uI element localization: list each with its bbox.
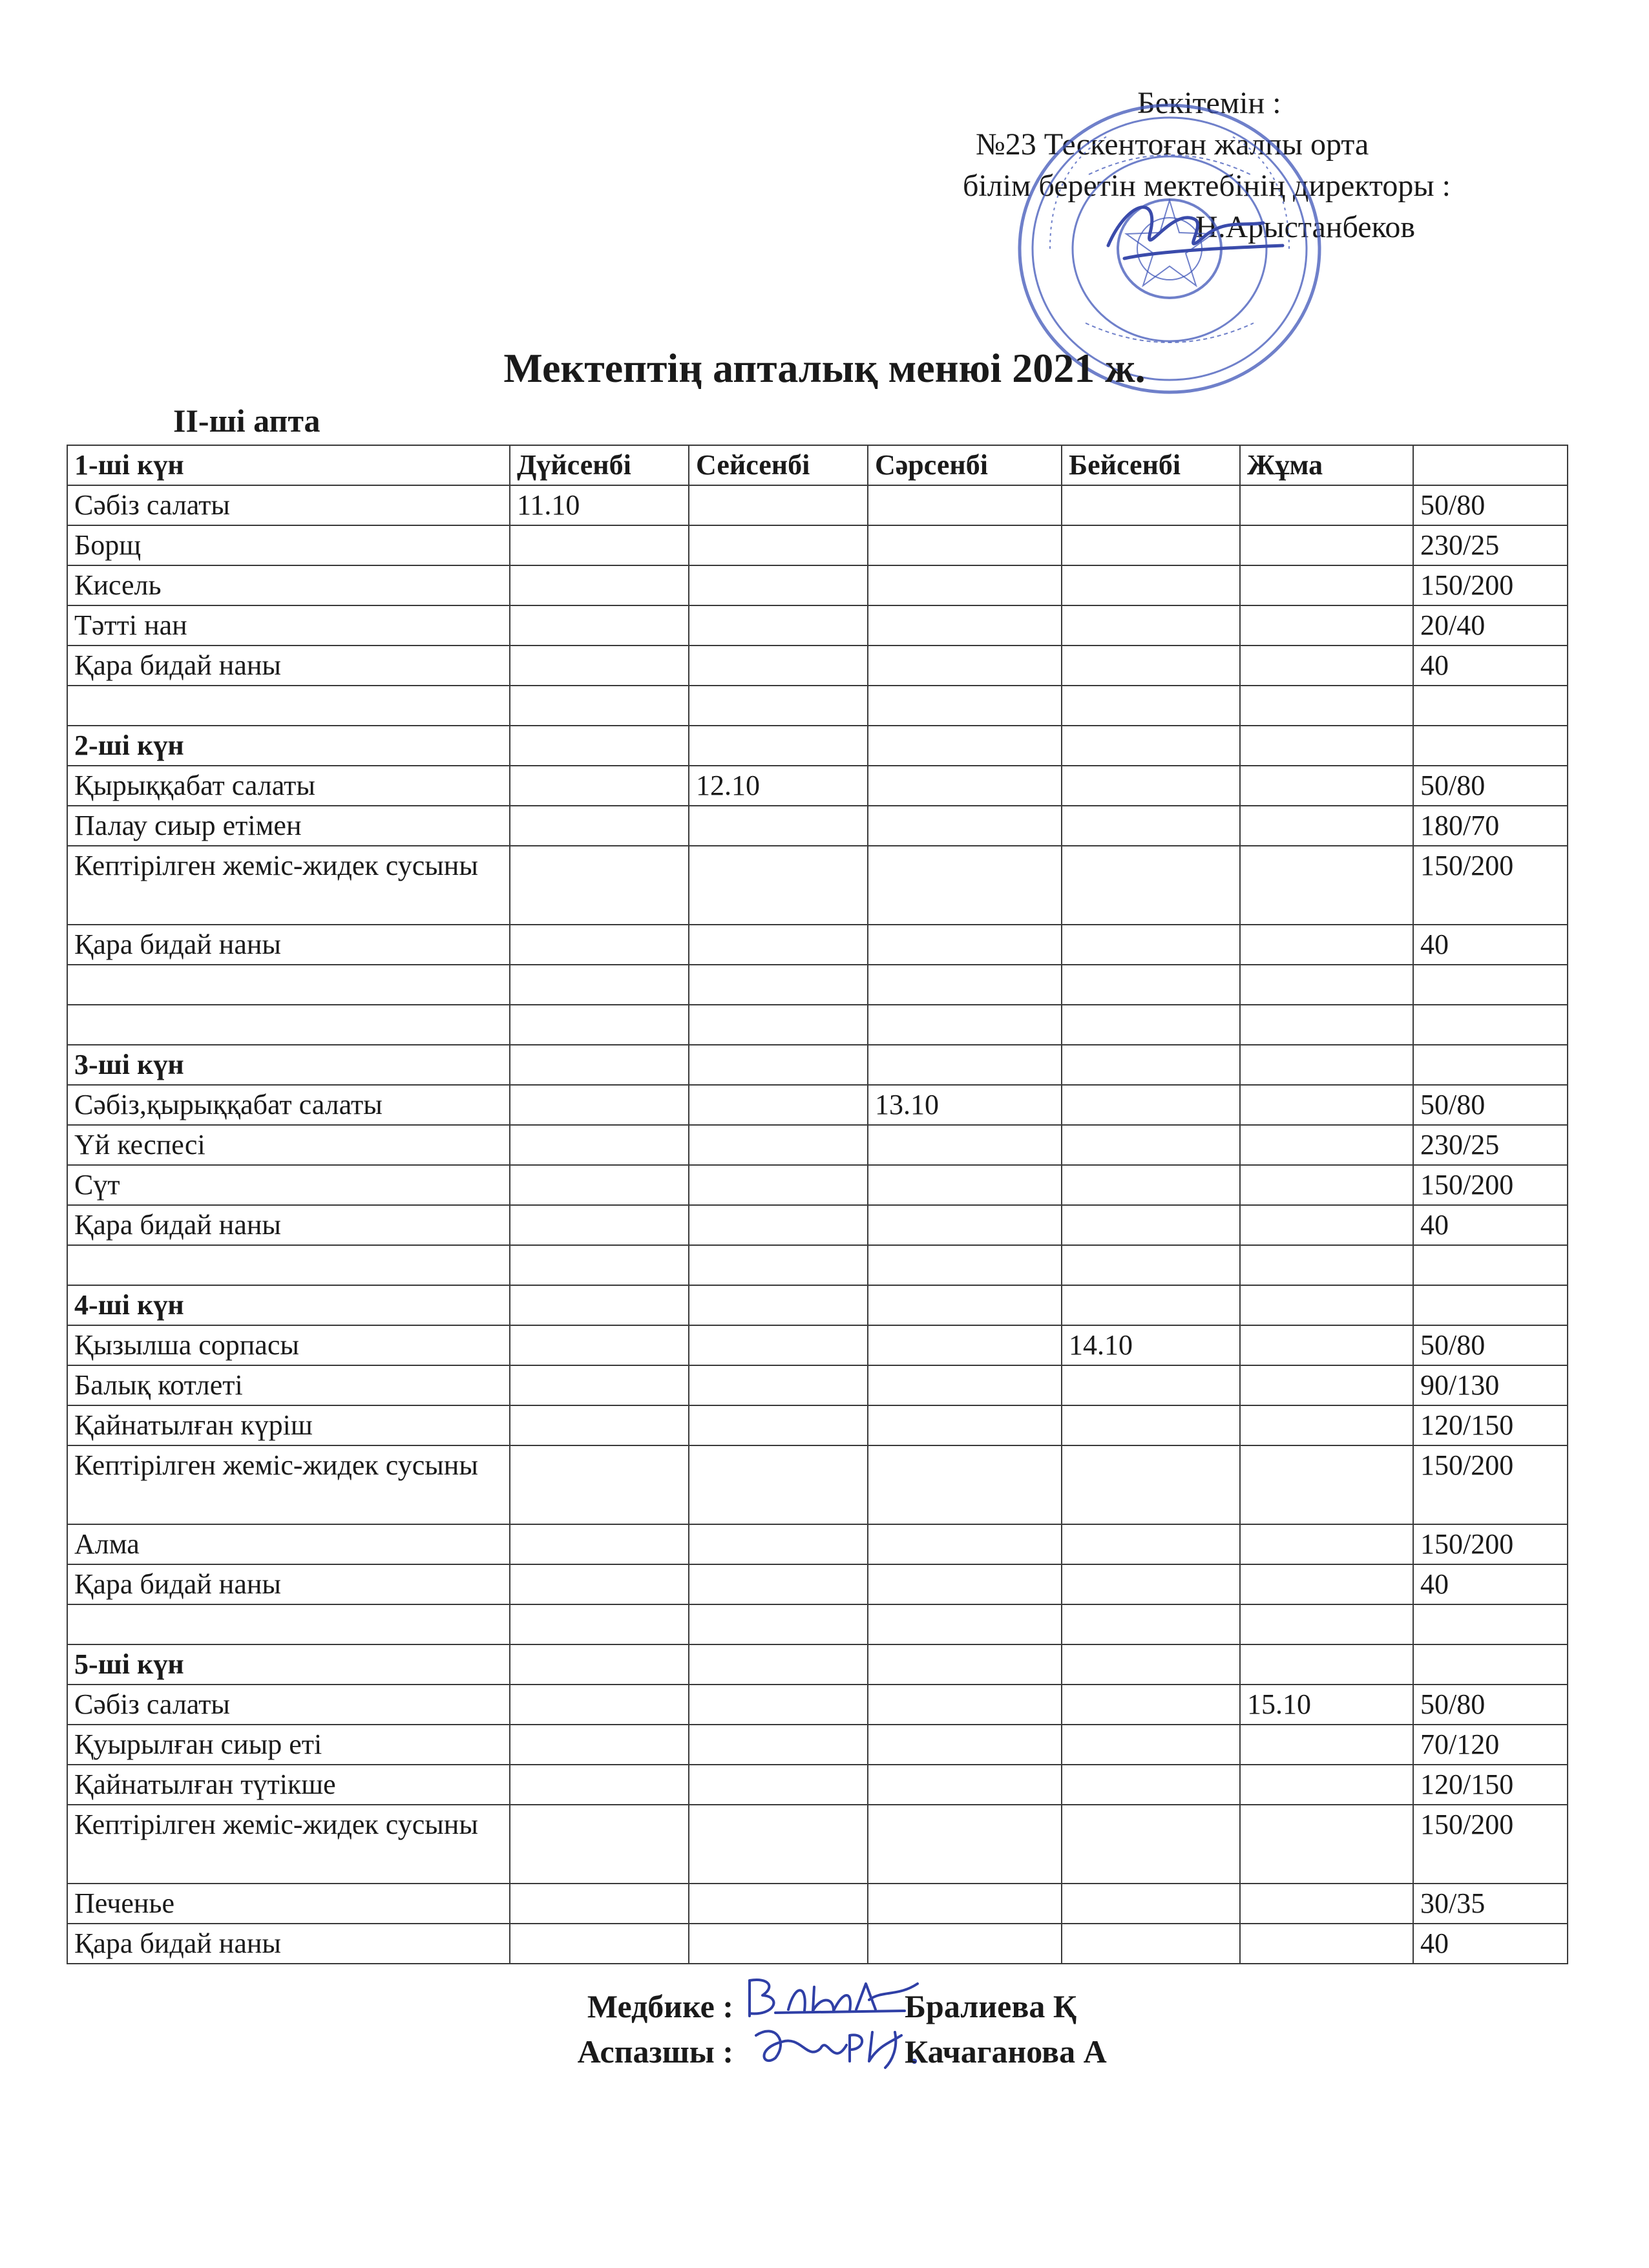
- cell-dish-name: Сәбіз салаты: [67, 1685, 510, 1725]
- cell-tuesday: [689, 925, 868, 965]
- table-row: [67, 846, 1568, 925]
- blank-row: [67, 1245, 1568, 1285]
- cell-wednesday: [868, 1765, 1062, 1805]
- cell-tuesday: [689, 646, 868, 686]
- cell-dish-name: Қара бидай наны: [67, 1564, 510, 1604]
- cell-thursday: [1062, 1205, 1240, 1245]
- cell-thursday: [1062, 1405, 1240, 1445]
- cell-monday: [510, 1805, 689, 1884]
- cell-friday: [1240, 806, 1413, 846]
- cell-monday: [510, 806, 689, 846]
- cell-wednesday: [868, 1524, 1062, 1564]
- cell-monday: [510, 1644, 689, 1685]
- header-wednesday: Сәрсенбі: [868, 445, 1062, 485]
- cell-monday: [510, 1005, 689, 1045]
- week-label: ІІ-ші апта: [173, 403, 320, 439]
- cell-tuesday: [689, 1644, 868, 1685]
- cell-thursday: [1062, 806, 1240, 846]
- cell-dish-name: Кептірілген жеміс-жидек сусыны: [67, 846, 510, 925]
- cell-portion: 50/80: [1413, 1085, 1568, 1125]
- cell-wednesday: [868, 1205, 1062, 1245]
- cell-thursday: [1062, 1564, 1240, 1604]
- cell-portion: 150/200: [1413, 1445, 1568, 1524]
- cell-thursday: [1062, 1924, 1240, 1964]
- cell-tuesday: [689, 1524, 868, 1564]
- cell-dish-name: Қара бидай наны: [67, 925, 510, 965]
- cell-wednesday: [868, 925, 1062, 965]
- table-row: [67, 1805, 1568, 1884]
- cell-monday: [510, 1524, 689, 1564]
- cell-tuesday: [689, 1604, 868, 1644]
- cell-monday: [510, 1405, 689, 1445]
- header-tuesday: Сейсенбі: [689, 445, 868, 485]
- table-row: [67, 1165, 1568, 1205]
- cell-portion: 30/35: [1413, 1884, 1568, 1924]
- cell-dish-name: Қара бидай наны: [67, 646, 510, 686]
- cell-wednesday: [868, 1005, 1062, 1045]
- cell-wednesday: [868, 1285, 1062, 1325]
- cell-wednesday: [868, 1564, 1062, 1604]
- cell-tuesday: [689, 1285, 868, 1325]
- cell-dish-name: [67, 1005, 510, 1045]
- cell-portion: [1413, 1285, 1568, 1325]
- cell-wednesday: [868, 1445, 1062, 1524]
- cell-friday: [1240, 1285, 1413, 1325]
- cell-portion: [1413, 1045, 1568, 1085]
- cell-portion: 150/200: [1413, 846, 1568, 925]
- table-row: [67, 1765, 1568, 1805]
- nurse-name: Бралиева Қ: [905, 1988, 1077, 2024]
- cell-monday: [510, 1325, 689, 1365]
- cell-monday: [510, 1365, 689, 1405]
- cell-friday: [1240, 1045, 1413, 1085]
- cell-thursday: [1062, 726, 1240, 766]
- cell-wednesday: [868, 525, 1062, 565]
- table-row: [67, 485, 1568, 525]
- cell-dish-name: Сүт: [67, 1165, 510, 1205]
- cell-wednesday: [868, 605, 1062, 646]
- cell-wednesday: [868, 1325, 1062, 1365]
- cell-wednesday: [868, 1685, 1062, 1725]
- cell-monday: [510, 1884, 689, 1924]
- cell-tuesday: [689, 1405, 868, 1445]
- cell-thursday: [1062, 646, 1240, 686]
- cell-portion: [1413, 965, 1568, 1005]
- table-row: [67, 1325, 1568, 1365]
- cell-tuesday: [689, 1924, 868, 1964]
- cell-dish-name: Печенье: [67, 1884, 510, 1924]
- cell-dish-name: [67, 1245, 510, 1285]
- cell-tuesday: [689, 1325, 868, 1365]
- cell-wednesday: [868, 1405, 1062, 1445]
- cell-tuesday: [689, 1125, 868, 1165]
- cell-dish-name: 4-ші күн: [67, 1285, 510, 1325]
- cell-monday: [510, 965, 689, 1005]
- cell-wednesday: [868, 965, 1062, 1005]
- cell-monday: [510, 1924, 689, 1964]
- cell-dish-name: Қырыққабат салаты: [67, 766, 510, 806]
- cell-portion: 50/80: [1413, 766, 1568, 806]
- table-row: [67, 1125, 1568, 1165]
- cell-monday: [510, 605, 689, 646]
- cell-dish-name: Қызылша сорпасы: [67, 1325, 510, 1365]
- blank-row: [67, 1604, 1568, 1644]
- table-row: [67, 766, 1568, 806]
- cell-thursday: [1062, 1524, 1240, 1564]
- cell-tuesday: [689, 1365, 868, 1405]
- cell-wednesday: 13.10: [868, 1085, 1062, 1125]
- cell-dish-name: [67, 965, 510, 1005]
- cell-thursday: [1062, 1085, 1240, 1125]
- cell-friday: [1240, 1564, 1413, 1604]
- cell-thursday: 14.10: [1062, 1325, 1240, 1365]
- table-row: [67, 1405, 1568, 1445]
- cell-portion: 150/200: [1413, 565, 1568, 605]
- cell-portion: 20/40: [1413, 605, 1568, 646]
- cell-wednesday: [868, 846, 1062, 925]
- cell-thursday: [1062, 1725, 1240, 1765]
- cell-tuesday: [689, 1045, 868, 1085]
- cell-thursday: [1062, 1245, 1240, 1285]
- cell-dish-name: Қуырылған сиыр еті: [67, 1725, 510, 1765]
- cell-thursday: [1062, 1445, 1240, 1524]
- cell-wednesday: [868, 1644, 1062, 1685]
- cell-tuesday: [689, 1884, 868, 1924]
- cell-tuesday: [689, 1245, 868, 1285]
- cell-portion: 70/120: [1413, 1725, 1568, 1765]
- table-row: [67, 1685, 1568, 1725]
- cell-thursday: [1062, 1805, 1240, 1884]
- cell-tuesday: [689, 525, 868, 565]
- cell-portion: 40: [1413, 1924, 1568, 1964]
- cell-friday: [1240, 1524, 1413, 1564]
- cell-tuesday: [689, 565, 868, 605]
- cell-friday: [1240, 1604, 1413, 1644]
- cell-wednesday: [868, 766, 1062, 806]
- cell-thursday: [1062, 1365, 1240, 1405]
- cell-monday: [510, 1725, 689, 1765]
- table-row: [67, 925, 1568, 965]
- cell-monday: [510, 1765, 689, 1805]
- cell-friday: [1240, 686, 1413, 726]
- table-row: [67, 605, 1568, 646]
- cell-friday: [1240, 1325, 1413, 1365]
- cell-tuesday: [689, 1805, 868, 1884]
- cell-thursday: [1062, 1644, 1240, 1685]
- cell-portion: [1413, 726, 1568, 766]
- cell-portion: 50/80: [1413, 1325, 1568, 1365]
- table-row: [67, 1085, 1568, 1125]
- cell-dish-name: Борщ: [67, 525, 510, 565]
- cell-tuesday: [689, 1165, 868, 1205]
- cell-tuesday: [689, 1205, 868, 1245]
- cell-dish-name: Қара бидай наны: [67, 1924, 510, 1964]
- table-row: [67, 1924, 1568, 1964]
- cell-monday: [510, 1604, 689, 1644]
- cell-thursday: [1062, 1884, 1240, 1924]
- header-monday: Дүйсенбі: [510, 445, 689, 485]
- cell-monday: [510, 1205, 689, 1245]
- cell-dish-name: Алма: [67, 1524, 510, 1564]
- cell-friday: [1240, 1365, 1413, 1405]
- day-heading-row: [67, 1644, 1568, 1685]
- cell-portion: [1413, 1604, 1568, 1644]
- cell-portion: 150/200: [1413, 1165, 1568, 1205]
- cell-dish-name: Балық котлеті: [67, 1365, 510, 1405]
- cell-portion: 150/200: [1413, 1805, 1568, 1884]
- table-row: [67, 1884, 1568, 1924]
- signatures-labels: [0, 1984, 733, 2074]
- cell-dish-name: Сәбіз салаты: [67, 485, 510, 525]
- cell-friday: [1240, 766, 1413, 806]
- cell-thursday: [1062, 846, 1240, 925]
- cell-portion: 50/80: [1413, 485, 1568, 525]
- cell-dish-name: [67, 686, 510, 726]
- cell-wednesday: [868, 726, 1062, 766]
- cell-friday: [1240, 965, 1413, 1005]
- cell-wednesday: [868, 1125, 1062, 1165]
- cell-monday: [510, 1245, 689, 1285]
- cell-wednesday: [868, 1165, 1062, 1205]
- cell-wednesday: [868, 1604, 1062, 1644]
- cell-monday: [510, 1445, 689, 1524]
- cell-tuesday: [689, 686, 868, 726]
- cell-friday: [1240, 605, 1413, 646]
- cell-thursday: [1062, 766, 1240, 806]
- cell-friday: [1240, 1085, 1413, 1125]
- cell-tuesday: [689, 1445, 868, 1524]
- cell-monday: [510, 686, 689, 726]
- cell-monday: [510, 525, 689, 565]
- cell-dish-name: Кептірілген жеміс-жидек сусыны: [67, 1445, 510, 1524]
- cell-friday: [1240, 1884, 1413, 1924]
- table-row: [67, 1725, 1568, 1765]
- page-title: Мектептің апталық менюі 2021 ж.: [503, 345, 1146, 391]
- cell-portion: [1413, 1644, 1568, 1685]
- table-row: [67, 1564, 1568, 1604]
- cell-portion: 40: [1413, 1564, 1568, 1604]
- blank-row: [67, 965, 1568, 1005]
- cell-tuesday: 12.10: [689, 766, 868, 806]
- cell-wednesday: [868, 1245, 1062, 1285]
- cell-monday: [510, 1045, 689, 1085]
- cell-friday: [1240, 1924, 1413, 1964]
- cell-friday: [1240, 925, 1413, 965]
- cell-portion: 90/130: [1413, 1365, 1568, 1405]
- cell-tuesday: [689, 485, 868, 525]
- cell-monday: [510, 726, 689, 766]
- cell-tuesday: [689, 1005, 868, 1045]
- header-friday: Жұма: [1240, 445, 1413, 485]
- cook-label: Аспазшы :: [577, 2033, 733, 2070]
- cell-monday: [510, 766, 689, 806]
- cell-friday: [1240, 726, 1413, 766]
- cell-tuesday: [689, 1765, 868, 1805]
- cell-wednesday: [868, 1045, 1062, 1085]
- approval-line-3: білім беретін мектебінің директоры :: [963, 169, 1451, 203]
- day-heading-row: [67, 1285, 1568, 1325]
- cell-wednesday: [868, 1924, 1062, 1964]
- cell-thursday: [1062, 525, 1240, 565]
- cell-dish-name: Сәбіз,қырыққабат салаты: [67, 1085, 510, 1125]
- cell-portion: 120/150: [1413, 1405, 1568, 1445]
- cell-dish-name: 2-ші күн: [67, 726, 510, 766]
- cell-thursday: [1062, 1005, 1240, 1045]
- cell-portion: [1413, 1005, 1568, 1045]
- cell-dish-name: Тәтті нан: [67, 605, 510, 646]
- cell-tuesday: [689, 806, 868, 846]
- cell-tuesday: [689, 846, 868, 925]
- cell-dish-name: [67, 1604, 510, 1644]
- cell-tuesday: [689, 1685, 868, 1725]
- cell-tuesday: [689, 965, 868, 1005]
- table-row: [67, 646, 1568, 686]
- cell-monday: [510, 1564, 689, 1604]
- cell-monday: [510, 1085, 689, 1125]
- cell-portion: 120/150: [1413, 1765, 1568, 1805]
- header-day-label: 1-ші күн: [67, 445, 510, 485]
- table-header-row: [67, 445, 1568, 485]
- cell-wednesday: [868, 1365, 1062, 1405]
- cell-dish-name: Кептірілген жеміс-жидек сусыны: [67, 1805, 510, 1884]
- blank-row: [67, 686, 1568, 726]
- cell-monday: [510, 1125, 689, 1165]
- cell-portion: [1413, 686, 1568, 726]
- approval-line-4: Н.Арыстанбеков: [1195, 210, 1416, 244]
- cell-tuesday: [689, 726, 868, 766]
- cell-monday: [510, 565, 689, 605]
- cell-dish-name: Кисель: [67, 565, 510, 605]
- day-heading-row: [67, 726, 1568, 766]
- approval-line-1: Бекітемін :: [1137, 86, 1281, 120]
- cell-portion: 50/80: [1413, 1685, 1568, 1725]
- cell-tuesday: [689, 1085, 868, 1125]
- table-row: [67, 1205, 1568, 1245]
- cell-portion: 230/25: [1413, 525, 1568, 565]
- cell-tuesday: [689, 1725, 868, 1765]
- cell-friday: [1240, 1644, 1413, 1685]
- cell-portion: 40: [1413, 646, 1568, 686]
- cell-monday: [510, 846, 689, 925]
- table-row: [67, 565, 1568, 605]
- cell-tuesday: [689, 605, 868, 646]
- cell-friday: [1240, 1125, 1413, 1165]
- cell-friday: [1240, 1405, 1413, 1445]
- cell-wednesday: [868, 1884, 1062, 1924]
- table-row: [67, 806, 1568, 846]
- cell-thursday: [1062, 965, 1240, 1005]
- cell-thursday: [1062, 1285, 1240, 1325]
- cell-friday: [1240, 485, 1413, 525]
- cell-thursday: [1062, 1604, 1240, 1644]
- cell-portion: [1413, 1245, 1568, 1285]
- cell-friday: [1240, 646, 1413, 686]
- header-thursday: Бейсенбі: [1062, 445, 1240, 485]
- cell-monday: [510, 646, 689, 686]
- cell-dish-name: 3-ші күн: [67, 1045, 510, 1085]
- menu-table: [67, 445, 1568, 1964]
- cell-thursday: [1062, 686, 1240, 726]
- cell-portion: 40: [1413, 1205, 1568, 1245]
- cell-portion: 40: [1413, 925, 1568, 965]
- cell-dish-name: Қайнатылған түтікше: [67, 1765, 510, 1805]
- cell-friday: [1240, 1005, 1413, 1045]
- cell-portion: 150/200: [1413, 1524, 1568, 1564]
- cell-dish-name: Үй кеспесі: [67, 1125, 510, 1165]
- cell-monday: [510, 1685, 689, 1725]
- cell-dish-name: 5-ші күн: [67, 1644, 510, 1685]
- cell-friday: [1240, 565, 1413, 605]
- header-portion: [1413, 445, 1568, 485]
- cell-thursday: [1062, 565, 1240, 605]
- cell-dish-name: Палау сиыр етімен: [67, 806, 510, 846]
- cell-thursday: [1062, 1685, 1240, 1725]
- cell-friday: 15.10: [1240, 1685, 1413, 1725]
- cell-friday: [1240, 1725, 1413, 1765]
- cell-monday: [510, 925, 689, 965]
- cell-friday: [1240, 1765, 1413, 1805]
- cell-dish-name: Қайнатылған күріш: [67, 1405, 510, 1445]
- cell-friday: [1240, 1165, 1413, 1205]
- cell-thursday: [1062, 1765, 1240, 1805]
- cell-wednesday: [868, 806, 1062, 846]
- table-row: [67, 1524, 1568, 1564]
- cook-name: Качаганова А: [905, 2033, 1107, 2070]
- cell-wednesday: [868, 1805, 1062, 1884]
- cell-friday: [1240, 846, 1413, 925]
- cell-friday: [1240, 1245, 1413, 1285]
- cell-wednesday: [868, 686, 1062, 726]
- cell-monday: [510, 1165, 689, 1205]
- signatures-names: [905, 1984, 1107, 2074]
- cell-monday: 11.10: [510, 485, 689, 525]
- cell-wednesday: [868, 485, 1062, 525]
- cell-friday: [1240, 1805, 1413, 1884]
- cell-friday: [1240, 1205, 1413, 1245]
- cell-friday: [1240, 1445, 1413, 1524]
- approval-line-2: №23 Тескентоған жалпы орта: [976, 127, 1369, 162]
- blank-row: [67, 1005, 1568, 1045]
- table-row: [67, 1445, 1568, 1524]
- cell-wednesday: [868, 646, 1062, 686]
- handwritten-signatures: [737, 1971, 924, 2074]
- cell-dish-name: Қара бидай наны: [67, 1205, 510, 1245]
- cell-portion: 180/70: [1413, 806, 1568, 846]
- table-row: [67, 1365, 1568, 1405]
- cell-wednesday: [868, 565, 1062, 605]
- nurse-label: Медбике :: [587, 1988, 733, 2024]
- cell-monday: [510, 1285, 689, 1325]
- cell-portion: 230/25: [1413, 1125, 1568, 1165]
- cell-thursday: [1062, 1125, 1240, 1165]
- cell-wednesday: [868, 1725, 1062, 1765]
- table-row: [67, 525, 1568, 565]
- cell-thursday: [1062, 925, 1240, 965]
- cell-tuesday: [689, 1564, 868, 1604]
- cell-thursday: [1062, 485, 1240, 525]
- cell-thursday: [1062, 1165, 1240, 1205]
- cell-friday: [1240, 525, 1413, 565]
- cell-thursday: [1062, 1045, 1240, 1085]
- cell-thursday: [1062, 605, 1240, 646]
- day-heading-row: [67, 1045, 1568, 1085]
